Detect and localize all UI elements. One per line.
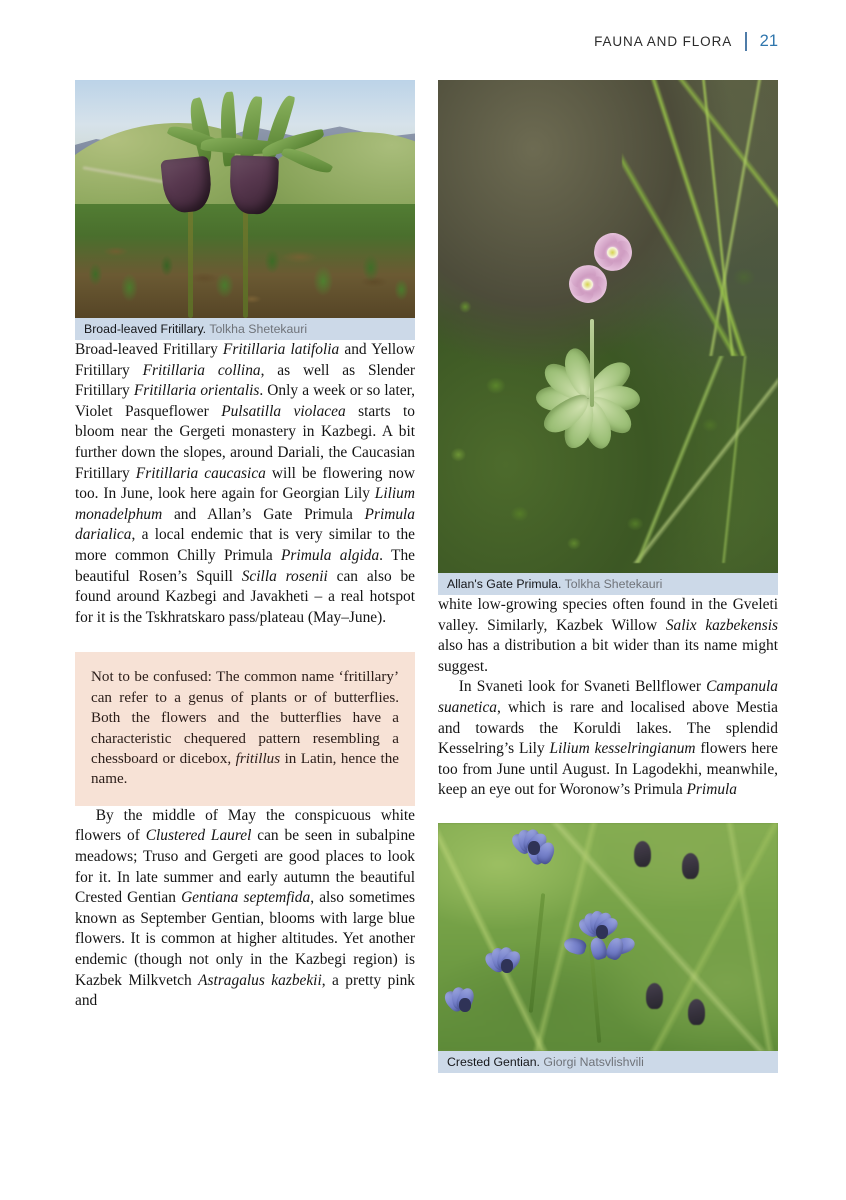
text-run: starts to bloom near the Gergeti monastery in Kazbegi. A bit further down the slopes, around Dariali, the Caucasian Fritillary: [75, 402, 415, 482]
text-run: and Allan’s Gate Primula: [162, 505, 365, 523]
figure-fritillary: [75, 80, 415, 340]
text-run: flowers here too from June until August. In Lagodekhi, meanwhile, keep an eye out for Woronow’s Primula: [438, 740, 778, 799]
caption-credit: Tolkha Shetekauri: [564, 577, 663, 591]
gentian-core: [528, 841, 540, 855]
caption-gentian: [438, 1051, 778, 1073]
species-name: Astragalus kazbekii: [198, 971, 322, 989]
text-run: . Only a week or so later, Violet Pasqueflower: [75, 382, 415, 420]
text-run: Not to be confused: The common name ‘fritillary’ can refer to a genus of plants or of butterflies. Both the flowers and the butterflies have a characteristic chequered pattern resembling a chessboard or dicebox,: [91, 669, 399, 767]
caption-primula: [438, 573, 778, 595]
caption-title: Crested Gentian.: [447, 1054, 540, 1069]
text-run: will be flowering now too. In June, look here again for Georgian Lily: [75, 464, 415, 503]
text-run: In Svaneti look for Svaneti Bellflower: [458, 678, 707, 696]
text-run: , as well as Slender Fritillary: [75, 361, 415, 400]
species-name: Gentiana septemfida: [181, 889, 311, 907]
text-run: , also sometimes known as September Gentian, blooms with large blue flowers. It is common at higher altitudes. Yet another endemic (though not only in the Kazbegi region) is Kazbek Milkvetch: [75, 889, 415, 989]
grass-tuft-lower: [622, 356, 778, 563]
text-run: can also be found around Kazbegi and Javakheti – a real hotspot for it is the Tskhratskaro pass/plateau (May–June).: [75, 567, 415, 626]
text-run: , a pretty pink and: [75, 971, 415, 1010]
text-run: also has a distribution a bit wider than its name might suggest.: [438, 637, 778, 675]
grass-tuft-upper: [622, 80, 778, 356]
latin-term: fritillus: [235, 750, 281, 767]
species-name: Fritillaria collina: [142, 361, 261, 379]
right-column: [438, 80, 778, 1073]
paragraph-left-1: [75, 340, 415, 628]
caption-credit: Tolkha Shetekauri: [209, 322, 308, 336]
photo-fritillary: [75, 80, 415, 318]
gentian-bud: [634, 841, 651, 867]
text-run: and Yellow Fritillary: [75, 341, 415, 379]
species-name: Campanula suanetica: [438, 678, 778, 716]
paragraph-left-2: [75, 806, 415, 1012]
caption-title: Broad-leaved Fritillary.: [84, 322, 207, 336]
photo-primula: [438, 80, 778, 573]
text-run: . The beautiful Rosen’s Squill: [75, 546, 415, 585]
paragraph-right-1: [438, 595, 778, 677]
text-run: By the middle of May the conspicuous white flowers of: [75, 806, 415, 845]
text-run: white low-growing species often found in the Gveleti valley. Similarly, Kazbek Willow: [438, 596, 778, 634]
gentian-bud: [682, 853, 699, 879]
species-name: Primula: [686, 781, 737, 799]
gentian-bud: [646, 983, 663, 1009]
flower-eye: [607, 247, 618, 258]
species-name: Fritillaria caucasica: [135, 464, 266, 482]
photo-gentian: [438, 823, 778, 1051]
species-name: Primula darialica: [75, 505, 415, 544]
species-name: Lilium kesselringianum: [549, 740, 696, 758]
paragraph-right-2: [438, 677, 778, 801]
text-run: can be seen in subalpine meadows; Truso and Gergeti are good places to look for it. In late summer and early autumn the beautiful Crested Gentian: [75, 827, 415, 907]
header-title: FAUNA AND FLORA: [594, 34, 733, 49]
gentian-core: [459, 998, 471, 1012]
figure-primula: [438, 80, 778, 595]
figure-gentian: [438, 823, 778, 1073]
gentian-core: [596, 925, 608, 939]
species-name: Clustered Laurel: [145, 827, 252, 845]
species-name: Salix kazbekensis: [665, 616, 778, 634]
species-name: Primula algida: [281, 546, 380, 564]
text-run: Broad-leaved Fritillary: [75, 341, 223, 358]
page-header: [594, 32, 778, 51]
callout-box: [75, 652, 415, 805]
caption-title: Allan's Gate Primula.: [447, 577, 562, 591]
text-run: , a local endemic that is very similar to the more common Chilly Primula: [75, 526, 415, 564]
gentian-core: [501, 959, 513, 973]
page-number: 21: [759, 32, 778, 50]
species-name: Scilla rosenii: [241, 567, 328, 585]
text-run: in Latin, hence the name.: [91, 750, 399, 788]
flower-eye: [582, 279, 593, 290]
grass-blades: [438, 823, 778, 1051]
text-run: , which is rare and localised above Mestia and towards the Koruldi lakes. The splendid Kesselring’s Lily: [438, 698, 778, 758]
species-name: Lilium monadelphum: [75, 485, 415, 523]
callout-text: [91, 667, 399, 789]
left-column: [75, 80, 415, 1012]
species-name: Fritillaria latifolia: [222, 341, 340, 358]
fritillary-stem-left: [188, 198, 193, 318]
species-name: Pulsatilla violacea: [221, 402, 346, 420]
species-name: Fritillaria orientalis: [133, 382, 260, 400]
header-divider: [745, 32, 747, 51]
caption-credit: Giorgi Natsvlishvili: [543, 1054, 644, 1069]
caption-fritillary: [75, 318, 415, 340]
gentian-bud: [688, 999, 705, 1025]
primula-stalk: [590, 319, 594, 407]
